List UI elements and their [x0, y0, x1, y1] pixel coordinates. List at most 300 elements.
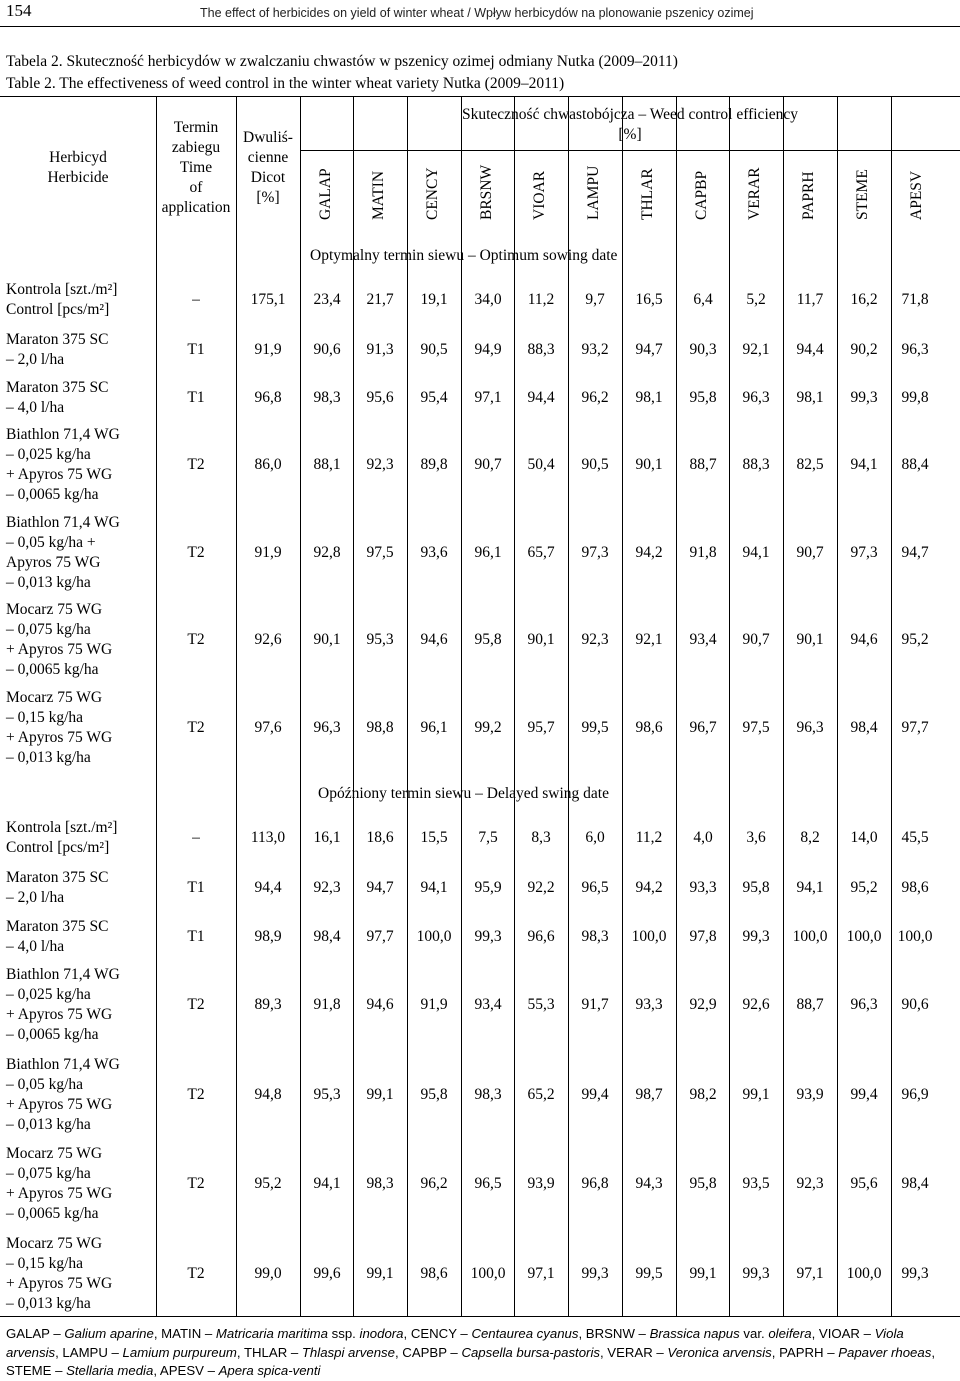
herbicide-name-line: – 0,013 kg/ha: [6, 1295, 91, 1312]
efficiency-cell-vioar: 93,9: [527, 1175, 555, 1192]
efficiency-cell-lampu: 99,4: [581, 1086, 609, 1103]
efficiency-cell-verar: 5,2: [746, 291, 766, 308]
herbicide-name-line: – 0,075 kg/ha: [6, 1165, 91, 1182]
efficiency-cell-matin: 98,3: [366, 1175, 394, 1192]
efficiency-cell-capbp: 93,4: [689, 631, 717, 648]
efficiency-cell-lampu: 96,8: [581, 1175, 609, 1192]
efficiency-cell-matin: 99,1: [366, 1265, 394, 1282]
species-header-galap: GALAP: [317, 168, 334, 220]
herbicide-name: [6, 1234, 112, 1314]
efficiency-cell-matin: 92,3: [366, 456, 394, 473]
efficiency-cell-paprh: 90,7: [796, 544, 824, 561]
herbicide-name-line: Biathlon 71,4 WG: [6, 966, 120, 983]
efficiency-cell-steme: 94,1: [850, 456, 878, 473]
efficiency-cell-vioar: 95,7: [527, 719, 555, 736]
herbicide-name-line: Biathlon 71,4 WG: [6, 426, 120, 443]
species-header-brsnw: BRSNW: [478, 164, 495, 220]
dicot-cell: 99,0: [254, 1265, 282, 1282]
herbicide-name-line: Mocarz 75 WG: [6, 1235, 103, 1252]
efficiency-cell-brsnw: 96,1: [474, 544, 502, 561]
efficiency-cell-thlar: 11,2: [635, 829, 663, 846]
efficiency-cell-paprh: 92,3: [796, 1175, 824, 1192]
efficiency-cell-verar: 88,3: [742, 456, 770, 473]
dicot-cell: 92,6: [254, 631, 282, 648]
efficiency-cell-apesv: 96,9: [901, 1086, 929, 1103]
efficiency-cell-apesv: 45,5: [901, 829, 929, 846]
herbicide-name-line: + Apyros 75 WG: [6, 1185, 113, 1202]
efficiency-cell-brsnw: 34,0: [474, 291, 502, 308]
species-header-verar: VERAR: [746, 167, 763, 220]
efficiency-cell-cency: 90,5: [420, 341, 448, 358]
herbicide-name: [6, 280, 117, 320]
efficiency-cell-thlar: 90,1: [635, 456, 663, 473]
efficiency-cell-cency: 95,4: [420, 389, 448, 406]
herbicide-name-line: + Apyros 75 WG: [6, 466, 113, 483]
efficiency-header-rule: [300, 150, 960, 151]
herbicide-name-line: Biathlon 71,4 WG: [6, 1056, 120, 1073]
species-code-text: , MATIN –: [153, 1326, 216, 1341]
grid-vline: [353, 96, 354, 1316]
efficiency-cell-verar: 96,3: [742, 389, 770, 406]
species-code-text: var.: [739, 1326, 769, 1341]
species-code-text: , STEME –: [6, 1344, 935, 1378]
efficiency-cell-cency: 94,1: [420, 879, 448, 896]
herbicide-name: [6, 868, 108, 908]
efficiency-cell-cency: 93,6: [420, 544, 448, 561]
herbicide-name-line: Biathlon 71,4 WG: [6, 514, 120, 531]
efficiency-cell-verar: 95,8: [742, 879, 770, 896]
efficiency-cell-paprh: 94,4: [796, 341, 824, 358]
herbicide-name-line: – 0,0065 kg/ha: [6, 1205, 99, 1222]
species-latin-name: Lamium purpureum: [122, 1344, 237, 1360]
efficiency-cell-apesv: 98,4: [901, 1175, 929, 1192]
timing-cell: T2: [187, 544, 205, 561]
efficiency-cell-verar: 93,5: [742, 1175, 770, 1192]
efficiency-cell-galap: 91,8: [313, 996, 341, 1013]
efficiency-cell-cency: 91,9: [420, 996, 448, 1013]
efficiency-cell-lampu: 9,7: [585, 291, 605, 308]
efficiency-cell-verar: 94,1: [742, 544, 770, 561]
efficiency-cell-verar: 92,6: [742, 996, 770, 1013]
efficiency-cell-brsnw: 95,9: [474, 879, 502, 896]
efficiency-cell-thlar: 92,1: [635, 631, 663, 648]
efficiency-cell-lampu: 98,3: [581, 928, 609, 945]
species-footnote: [6, 1325, 956, 1381]
timing-cell: T2: [187, 456, 205, 473]
herbicide-header-line: Herbicyd: [49, 149, 107, 166]
herbicide-name-line: Control [pcs/m²]: [6, 301, 110, 318]
herbicide-header: [0, 148, 156, 188]
herbicide-name-line: – 0,025 kg/ha: [6, 986, 91, 1003]
efficiency-cell-brsnw: 95,8: [474, 631, 502, 648]
efficiency-cell-galap: 88,1: [313, 456, 341, 473]
efficiency-cell-galap: 90,1: [313, 631, 341, 648]
efficiency-cell-matin: 94,7: [366, 879, 394, 896]
efficiency-cell-paprh: 11,7: [796, 291, 824, 308]
timing-header-line: Termin: [173, 119, 219, 136]
efficiency-cell-paprh: 100,0: [792, 928, 828, 945]
timing-header: [156, 118, 236, 218]
efficiency-cell-galap: 99,6: [313, 1265, 341, 1282]
timing-header-line: zabiegu: [171, 139, 221, 156]
efficiency-cell-matin: 95,3: [366, 631, 394, 648]
herbicide-name: [6, 513, 120, 593]
herbicide-name-line: Maraton 375 SC: [6, 331, 109, 348]
timing-cell: T1: [187, 879, 205, 896]
efficiency-cell-lampu: 91,7: [581, 996, 609, 1013]
herbicide-name-line: – 0,025 kg/ha: [6, 446, 91, 463]
efficiency-cell-cency: 89,8: [420, 456, 448, 473]
efficiency-cell-verar: 3,6: [746, 829, 766, 846]
table-top-rule: [0, 96, 960, 97]
timing-cell: –: [192, 829, 200, 846]
section-title-optimum: Optymalny termin siewu – Optimum sowing date: [310, 247, 618, 264]
herbicide-name-line: – 0,05 kg/ha: [6, 1076, 84, 1093]
efficiency-cell-capbp: 91,8: [689, 544, 717, 561]
efficiency-cell-galap: 94,1: [313, 1175, 341, 1192]
efficiency-cell-matin: 94,6: [366, 996, 394, 1013]
efficiency-cell-paprh: 94,1: [796, 879, 824, 896]
efficiency-cell-cency: 15,5: [420, 829, 448, 846]
species-latin-name: Brassica napus: [649, 1326, 740, 1341]
efficiency-cell-brsnw: 98,3: [474, 1086, 502, 1103]
efficiency-cell-vioar: 94,4: [527, 389, 555, 406]
timing-cell: T2: [187, 1175, 205, 1192]
timing-cell: T2: [187, 631, 205, 648]
table-caption-en: Table 2. The effectiveness of weed control in the winter wheat variety Nutka (2009–2011): [6, 75, 565, 92]
header-rule: [0, 26, 960, 27]
dicot-cell: 91,9: [254, 341, 282, 358]
efficiency-cell-paprh: 98,1: [796, 389, 824, 406]
efficiency-cell-matin: 95,6: [366, 389, 394, 406]
table-bottom-rule: [0, 1316, 960, 1317]
grid-vline: [891, 96, 892, 1316]
herbicide-name-line: + Apyros 75 WG: [6, 1275, 113, 1292]
efficiency-cell-thlar: 94,3: [635, 1175, 663, 1192]
efficiency-header: [300, 105, 960, 145]
species-header-apesv: APESV: [908, 170, 925, 220]
efficiency-cell-thlar: 98,7: [635, 1086, 663, 1103]
efficiency-cell-vioar: 88,3: [527, 341, 555, 358]
efficiency-cell-brsnw: 7,5: [478, 829, 498, 846]
efficiency-cell-brsnw: 94,9: [474, 341, 502, 358]
efficiency-cell-apesv: 71,8: [901, 291, 929, 308]
efficiency-cell-thlar: 93,3: [635, 996, 663, 1013]
efficiency-cell-steme: 97,3: [850, 544, 878, 561]
efficiency-cell-thlar: 16,5: [635, 291, 663, 308]
grid-vline: [729, 96, 730, 1316]
herbicide-name-line: – 2,0 l/ha: [6, 351, 65, 368]
grid-vline: [407, 96, 408, 1316]
efficiency-cell-steme: 99,4: [850, 1086, 878, 1103]
species-code-text: , LAMPU –: [55, 1344, 123, 1360]
efficiency-cell-steme: 94,6: [850, 631, 878, 648]
timing-header-line: Time: [179, 159, 213, 176]
efficiency-cell-brsnw: 99,2: [474, 719, 502, 736]
efficiency-cell-vioar: 65,2: [527, 1086, 555, 1103]
species-code-text: , VERAR –: [599, 1344, 668, 1360]
species-code-text: GALAP –: [6, 1326, 65, 1341]
dicot-header-line: Dicot: [250, 169, 286, 186]
efficiency-cell-capbp: 6,4: [693, 291, 713, 308]
efficiency-cell-verar: 99,3: [742, 1265, 770, 1282]
efficiency-cell-cency: 94,6: [420, 631, 448, 648]
efficiency-cell-cency: 100,0: [416, 928, 452, 945]
efficiency-cell-vioar: 96,6: [527, 928, 555, 945]
efficiency-cell-steme: 95,2: [850, 879, 878, 896]
efficiency-cell-apesv: 99,3: [901, 1265, 929, 1282]
herbicide-name-line: Maraton 375 SC: [6, 918, 109, 935]
species-latin-name: Matricaria maritima: [215, 1326, 328, 1341]
efficiency-cell-brsnw: 97,1: [474, 389, 502, 406]
efficiency-header-line: Skuteczność chwastobójcza – Weed control efficiency: [461, 106, 799, 123]
herbicide-name-line: – 0,013 kg/ha: [6, 1116, 91, 1133]
grid-vline: [568, 96, 569, 1316]
efficiency-cell-apesv: 90,6: [901, 996, 929, 1013]
grid-vline: [837, 96, 838, 1316]
efficiency-cell-lampu: 96,5: [581, 879, 609, 896]
dicot-cell: 91,9: [254, 544, 282, 561]
efficiency-cell-matin: 98,8: [366, 719, 394, 736]
dicot-cell: 86,0: [254, 456, 282, 473]
species-latin-name: Thlaspi arvense: [301, 1344, 395, 1360]
efficiency-cell-galap: 98,3: [313, 389, 341, 406]
dicot-cell: 98,9: [254, 928, 282, 945]
efficiency-cell-thlar: 94,2: [635, 544, 663, 561]
grid-vline: [236, 96, 237, 1316]
dicot-cell: 97,6: [254, 719, 282, 736]
efficiency-cell-vioar: 50,4: [527, 456, 555, 473]
herbicide-name-line: Maraton 375 SC: [6, 379, 109, 396]
efficiency-cell-capbp: 92,9: [689, 996, 717, 1013]
efficiency-cell-capbp: 88,7: [689, 456, 717, 473]
efficiency-cell-verar: 90,7: [742, 631, 770, 648]
species-header-paprh: PAPRH: [800, 171, 817, 220]
species-latin-name: Stellaria media: [66, 1363, 154, 1378]
efficiency-cell-matin: 91,3: [366, 341, 394, 358]
timing-cell: T1: [187, 389, 205, 406]
section-title-delayed: Opóźniony termin siewu – Delayed swing date: [318, 785, 609, 802]
herbicide-name-line: Maraton 375 SC: [6, 869, 109, 886]
efficiency-cell-apesv: 88,4: [901, 456, 929, 473]
dicot-cell: 113,0: [250, 829, 286, 846]
herbicide-name-line: Apyros 75 WG: [6, 554, 101, 571]
efficiency-cell-brsnw: 99,3: [474, 928, 502, 945]
efficiency-cell-apesv: 95,2: [901, 631, 929, 648]
efficiency-cell-apesv: 98,6: [901, 879, 929, 896]
efficiency-cell-capbp: 99,1: [689, 1265, 717, 1282]
efficiency-cell-lampu: 6,0: [585, 829, 605, 846]
efficiency-cell-lampu: 92,3: [581, 631, 609, 648]
timing-header-line: of: [189, 179, 203, 196]
herbicide-name-line: Kontrola [szt./m²]: [6, 281, 118, 298]
herbicide-name-line: – 2,0 l/ha: [6, 889, 65, 906]
species-latin-name: oleifera: [768, 1326, 812, 1341]
grid-vline: [156, 96, 157, 1316]
herbicide-name-line: – 0,013 kg/ha: [6, 749, 91, 766]
efficiency-cell-steme: 95,6: [850, 1175, 878, 1192]
species-latin-name: Centaurea cyanus: [471, 1326, 579, 1341]
efficiency-cell-thlar: 94,7: [635, 341, 663, 358]
running-header: The effect of herbicides on yield of winter wheat / Wpływ herbicydów na plonowanie pszenicy ozimej: [200, 6, 754, 20]
timing-cell: T1: [187, 341, 205, 358]
efficiency-cell-thlar: 98,6: [635, 719, 663, 736]
efficiency-cell-capbp: 97,8: [689, 928, 717, 945]
herbicide-name-line: + Apyros 75 WG: [6, 641, 113, 658]
herbicide-name-line: + Apyros 75 WG: [6, 1006, 113, 1023]
efficiency-cell-cency: 96,2: [420, 1175, 448, 1192]
efficiency-cell-vioar: 55,3: [527, 996, 555, 1013]
efficiency-cell-matin: 97,7: [366, 928, 394, 945]
herbicide-name: [6, 600, 112, 680]
efficiency-cell-thlar: 100,0: [631, 928, 667, 945]
efficiency-cell-brsnw: 96,5: [474, 1175, 502, 1192]
herbicide-name: [6, 425, 120, 505]
efficiency-cell-paprh: 97,1: [796, 1265, 824, 1282]
herbicide-name: [6, 330, 108, 370]
species-code-text: , BRSNW –: [578, 1326, 650, 1341]
efficiency-cell-capbp: 96,7: [689, 719, 717, 736]
efficiency-cell-matin: 21,7: [366, 291, 394, 308]
efficiency-cell-capbp: 93,3: [689, 879, 717, 896]
efficiency-cell-cency: 19,1: [420, 291, 448, 308]
efficiency-cell-matin: 99,1: [366, 1086, 394, 1103]
grid-vline: [461, 96, 462, 1316]
species-header-thlar: THLAR: [639, 168, 656, 220]
timing-cell: T2: [187, 719, 205, 736]
herbicide-name-line: – 4,0 l/ha: [6, 938, 65, 955]
efficiency-cell-apesv: 99,8: [901, 389, 929, 406]
efficiency-cell-galap: 92,8: [313, 544, 341, 561]
dicot-cell: 94,4: [254, 879, 282, 896]
species-header-cency: CENCY: [424, 167, 441, 220]
timing-cell: –: [192, 291, 200, 308]
dicot-cell: 96,8: [254, 389, 282, 406]
species-code-text: , VIOAR –: [811, 1326, 875, 1341]
efficiency-cell-vioar: 8,3: [531, 829, 551, 846]
efficiency-cell-verar: 97,5: [742, 719, 770, 736]
efficiency-cell-cency: 95,8: [420, 1086, 448, 1103]
species-header-vioar: VIOAR: [531, 170, 548, 220]
species-latin-name: Apera spica-venti: [218, 1363, 321, 1378]
herbicide-name-line: – 0,0065 kg/ha: [6, 486, 99, 503]
efficiency-cell-galap: 90,6: [313, 341, 341, 358]
efficiency-cell-galap: 95,3: [313, 1086, 341, 1103]
herbicide-name: [6, 818, 117, 858]
page-number: 154: [6, 1, 32, 20]
timing-cell: T2: [187, 1086, 205, 1103]
efficiency-cell-thlar: 94,2: [635, 879, 663, 896]
species-code-text: , APESV –: [153, 1363, 219, 1378]
herbicide-name-line: – 0,05 kg/ha +: [6, 534, 96, 551]
efficiency-cell-steme: 100,0: [846, 1265, 882, 1282]
efficiency-cell-steme: 99,3: [850, 389, 878, 406]
species-code-text: , PAPRH –: [771, 1344, 839, 1360]
species-latin-name: Viola arvensis: [6, 1326, 904, 1360]
efficiency-cell-lampu: 93,2: [581, 341, 609, 358]
efficiency-cell-steme: 16,2: [850, 291, 878, 308]
species-code-text: , THLAR –: [236, 1344, 302, 1360]
timing-cell: T1: [187, 928, 205, 945]
herbicide-name: [6, 688, 112, 768]
herbicide-name: [6, 378, 108, 418]
timing-cell: T2: [187, 996, 205, 1013]
efficiency-cell-galap: 96,3: [313, 719, 341, 736]
herbicide-header-line: Herbicide: [47, 169, 109, 186]
efficiency-cell-vioar: 11,2: [527, 291, 555, 308]
dicot-header-line: Dwuliś-: [243, 129, 293, 146]
efficiency-cell-steme: 98,4: [850, 719, 878, 736]
efficiency-cell-brsnw: 90,7: [474, 456, 502, 473]
efficiency-cell-verar: 99,3: [742, 928, 770, 945]
efficiency-cell-paprh: 90,1: [796, 631, 824, 648]
species-latin-name: Papaver rhoeas: [838, 1344, 932, 1360]
herbicide-name-line: – 0,15 kg/ha: [6, 709, 84, 726]
efficiency-cell-verar: 99,1: [742, 1086, 770, 1103]
efficiency-cell-steme: 90,2: [850, 341, 878, 358]
efficiency-cell-matin: 97,5: [366, 544, 394, 561]
dicot-cell: 89,3: [254, 996, 282, 1013]
efficiency-cell-apesv: 97,7: [901, 719, 929, 736]
species-latin-name: Capsella bursa-pastoris: [461, 1344, 600, 1360]
grid-vline: [783, 96, 784, 1316]
efficiency-cell-capbp: 4,0: [693, 829, 713, 846]
herbicide-name-line: Mocarz 75 WG: [6, 601, 103, 618]
efficiency-header-line: [%]: [618, 126, 642, 143]
herbicide-name: [6, 917, 108, 957]
species-header-steme: STEME: [854, 169, 871, 220]
efficiency-cell-lampu: 90,5: [581, 456, 609, 473]
species-latin-name: Veronica arvensis: [667, 1344, 772, 1360]
species-header-capbp: CAPBP: [693, 170, 710, 220]
efficiency-cell-vioar: 90,1: [527, 631, 555, 648]
species-code-text: , CENCY –: [403, 1326, 472, 1341]
herbicide-name-line: – 4,0 l/ha: [6, 399, 65, 416]
species-header-lampu: LAMPU: [585, 165, 602, 220]
species-header-matin: MATIN: [370, 170, 387, 220]
efficiency-cell-verar: 92,1: [742, 341, 770, 358]
efficiency-cell-apesv: 96,3: [901, 341, 929, 358]
grid-vline: [514, 96, 515, 1316]
herbicide-name-line: Kontrola [szt./m²]: [6, 819, 118, 836]
herbicide-name-line: Control [pcs/m²]: [6, 839, 110, 856]
dicot-cell: 94,8: [254, 1086, 282, 1103]
efficiency-cell-galap: 16,1: [313, 829, 341, 846]
dicot-header: [236, 128, 300, 208]
efficiency-cell-steme: 14,0: [850, 829, 878, 846]
herbicide-name-line: – 0,013 kg/ha: [6, 574, 91, 591]
dicot-header-line: cienne: [247, 149, 289, 166]
efficiency-cell-paprh: 82,5: [796, 456, 824, 473]
efficiency-cell-cency: 98,6: [420, 1265, 448, 1282]
timing-header-line: application: [161, 199, 231, 216]
efficiency-cell-galap: 92,3: [313, 879, 341, 896]
species-latin-name: Galium aparine: [64, 1326, 154, 1341]
efficiency-cell-paprh: 88,7: [796, 996, 824, 1013]
efficiency-cell-vioar: 92,2: [527, 879, 555, 896]
efficiency-cell-capbp: 98,2: [689, 1086, 717, 1103]
efficiency-cell-cency: 96,1: [420, 719, 448, 736]
grid-vline: [676, 96, 677, 1316]
herbicide-name-line: – 0,15 kg/ha: [6, 1255, 84, 1272]
herbicide-name-line: Mocarz 75 WG: [6, 1145, 103, 1162]
herbicide-name: [6, 965, 120, 1045]
dicot-cell: 95,2: [254, 1175, 282, 1192]
efficiency-cell-paprh: 93,9: [796, 1086, 824, 1103]
efficiency-cell-lampu: 99,3: [581, 1265, 609, 1282]
grid-vline: [622, 96, 623, 1316]
efficiency-cell-lampu: 99,5: [581, 719, 609, 736]
